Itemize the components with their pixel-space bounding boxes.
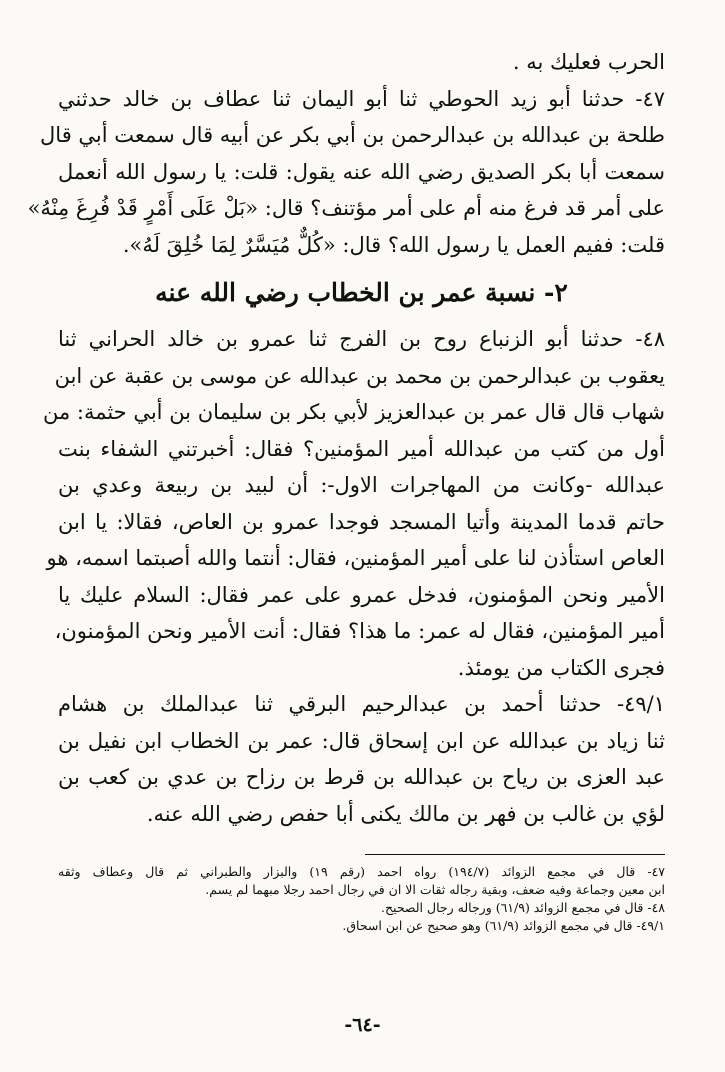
paragraph-47 [27, 44, 665, 263]
paragraphs-48-49 [42, 321, 665, 832]
text-line: أمير المؤمنين، فقال له عمر: ما هذا؟ فقال: أنت الأمير ونحن المؤمنون، [54, 619, 665, 643]
footnote-line: ٤٨- قال في مجمع الزوائد (٦١/٩) ورجاله رجال الصحيح. [381, 900, 665, 915]
footnotes [58, 863, 665, 935]
text-line: طلحة بن عبدالله بن عبدالرحمن بن أبي بكر عن أبيه قال سمعت أبي قال [40, 123, 665, 147]
text-line: يعقوب بن عبدالرحمن بن محمد بن عبدالله عن موسى بن عقبة عن ابن [54, 363, 665, 388]
text-line: الحرب فعليك به . [512, 50, 665, 74]
text-line: الأمير ونحن المؤمنون، فدخل عمرو على عمر فقال: السلام عليك يا [58, 582, 665, 607]
text-line: ثنا زياد بن عبدالله عن ابن إسحاق قال: عمر بن الخطاب ابن نفيل بن [58, 728, 665, 753]
text-line: العاص استأذن لنا على أمير المؤمنين، فقال: أنتما والله أصبتما اسمه، هو [46, 546, 665, 570]
text-line: عبد العزى بن رياح بن عبدالله بن قرط بن رزاح بن عدي بن كعب بن [58, 765, 665, 789]
text-line: حاتم قدما المدينة وأتيا المسجد فوجدا عمرو بن العاص، فقالا: يا ابن [58, 509, 665, 534]
text-line: ٤٩/١- حدثنا أحمد بن عبدالرحيم البرقي ثنا عبدالملك بن هشام [58, 692, 665, 716]
section-heading: ٢- نسبة عمر بن الخطاب رضي الله عنه [155, 278, 568, 307]
text-line: سمعت أبا بكر الصديق رضي الله عنه يقول: قلت: يا رسول الله أنعمل [58, 159, 665, 184]
footnote-divider [365, 854, 665, 855]
footnote-line: ٤٩/١- قال في مجمع الزوائد (٦١/٩) وهو صحيح عن ابن اسحاق. [342, 918, 665, 933]
footnote-line: ٤٧- قال في مجمع الزوائد (١٩٤/٧) رواه احمد (رقم ١٩) والبزار والطبراني ثم قال وعطاف وثقه [58, 864, 666, 879]
text-line: لؤي بن غالب بن فهر بن مالك يكنى أبا حفص رضي الله عنه. [146, 801, 665, 826]
text-line: شهاب قال قال عمر بن عبدالعزيز لأبي بكر بن سليمان بن أبي حثمة: من [42, 400, 665, 424]
page-number: -٦٤- [344, 1014, 381, 1036]
text-line: على أمر قد فرغ منه أم على أمر مؤتنف؟ قال: «بَلْ عَلَى أَمْرٍ قَدْ فُرِغَ مِنْهُ» [27, 196, 665, 220]
text-line: ٤٧- حدثنا أبو زيد الحوطي ثنا أبو اليمان ثنا عطاف بن خالد حدثني [58, 86, 665, 111]
text-line: ٤٨- حدثنا أبو الزنباع روح بن الفرج ثنا عمرو بن خالد الحراني ثنا [58, 327, 665, 351]
text-line: عبدالله -وكانت من المهاجرات الاول-: أن لبيد بن ربيعة وعدي بن [58, 473, 665, 497]
text-line: فجرى الكتاب من يومئذ. [457, 655, 665, 680]
text-line: قلت: ففيم العمل يا رسول الله؟ قال: «كُلٌّ مُيَسَّرٌ لِمَا خُلِقَ لَهُ». [122, 232, 665, 257]
text-line: أول من كتب من عبدالله أمير المؤمنين؟ فقال: أخبرتني الشفاء بنت [58, 436, 665, 461]
footnote-line: ابن معين وجماعة وفيه ضعف، وبقية رجاله ثقات الا ان في رجال احمد رجلا مبهما لم يسم. [205, 882, 665, 897]
